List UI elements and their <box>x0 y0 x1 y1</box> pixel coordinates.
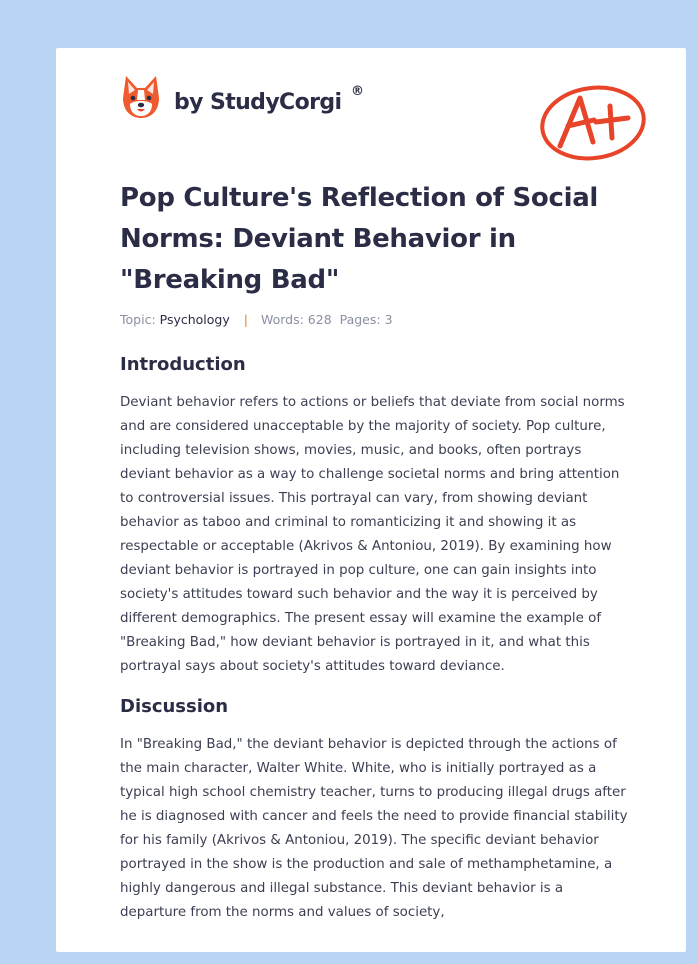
document-title: Pop Culture's Reflection of Social Norms: Deviant Behavior in "Breaking Bad" <box>120 183 599 295</box>
registered-mark: ® <box>351 84 364 99</box>
words-count: 628 <box>307 312 332 327</box>
pages-count: 3 <box>384 312 393 327</box>
section-body-introduction: Deviant behavior refers to actions or beliefs that deviate from social norms and are considered unacceptable by the majority of society. Pop culture, including television shows, movies, music, and books, often portrays deviant behavior as a way to challenge societal norms and bring attention to controversial issues. This portrayal can vary, from showing deviant behavior as taboo and criminal to romanticizing it and showing it as respectable or acceptable (Akrivos & Antoniou, 2019). By examining how deviant behavior is portrayed in pop culture, one can gain insights into society's attitudes toward such behavior and the way it is perceived by different demographics. The present essay will examine the example of "Breaking Bad," how deviant behavior is portrayed in it, and what this portrayal says about society's attitudes toward deviance. <box>120 395 625 674</box>
page-header <box>120 74 660 144</box>
brand-name[interactable]: by StudyCorgi <box>174 90 342 115</box>
topic-link[interactable]: Psychology <box>159 312 230 327</box>
section-body-discussion: In "Breaking Bad," the deviant behavior is depicted through the actions of the main character, Walter White. White, who is initially portrayed as a typical high school chemistry teacher, turns to producing illegal drugs after he is diagnosed with cancer and feels the need to provide financial stability for his family (Akrivos & Antoniou, 2019). The specific deviant behavior portrayed in the show is the production and sale of methamphetamine, a highly dangerous and illegal substance. This deviant behavior is a departure from the norms and values of society, <box>120 737 628 920</box>
section-heading-introduction: Introduction <box>120 354 246 375</box>
words-label: Words: <box>260 312 304 327</box>
meta-separator: | <box>243 312 248 327</box>
pages-label: Pages: <box>339 312 381 327</box>
grade-badge-icon <box>538 80 650 164</box>
document-page <box>56 48 686 952</box>
section-heading-discussion: Discussion <box>120 696 229 717</box>
document-meta <box>120 312 393 327</box>
topic-label: Topic: <box>120 312 156 327</box>
corgi-logo-icon <box>120 74 162 120</box>
